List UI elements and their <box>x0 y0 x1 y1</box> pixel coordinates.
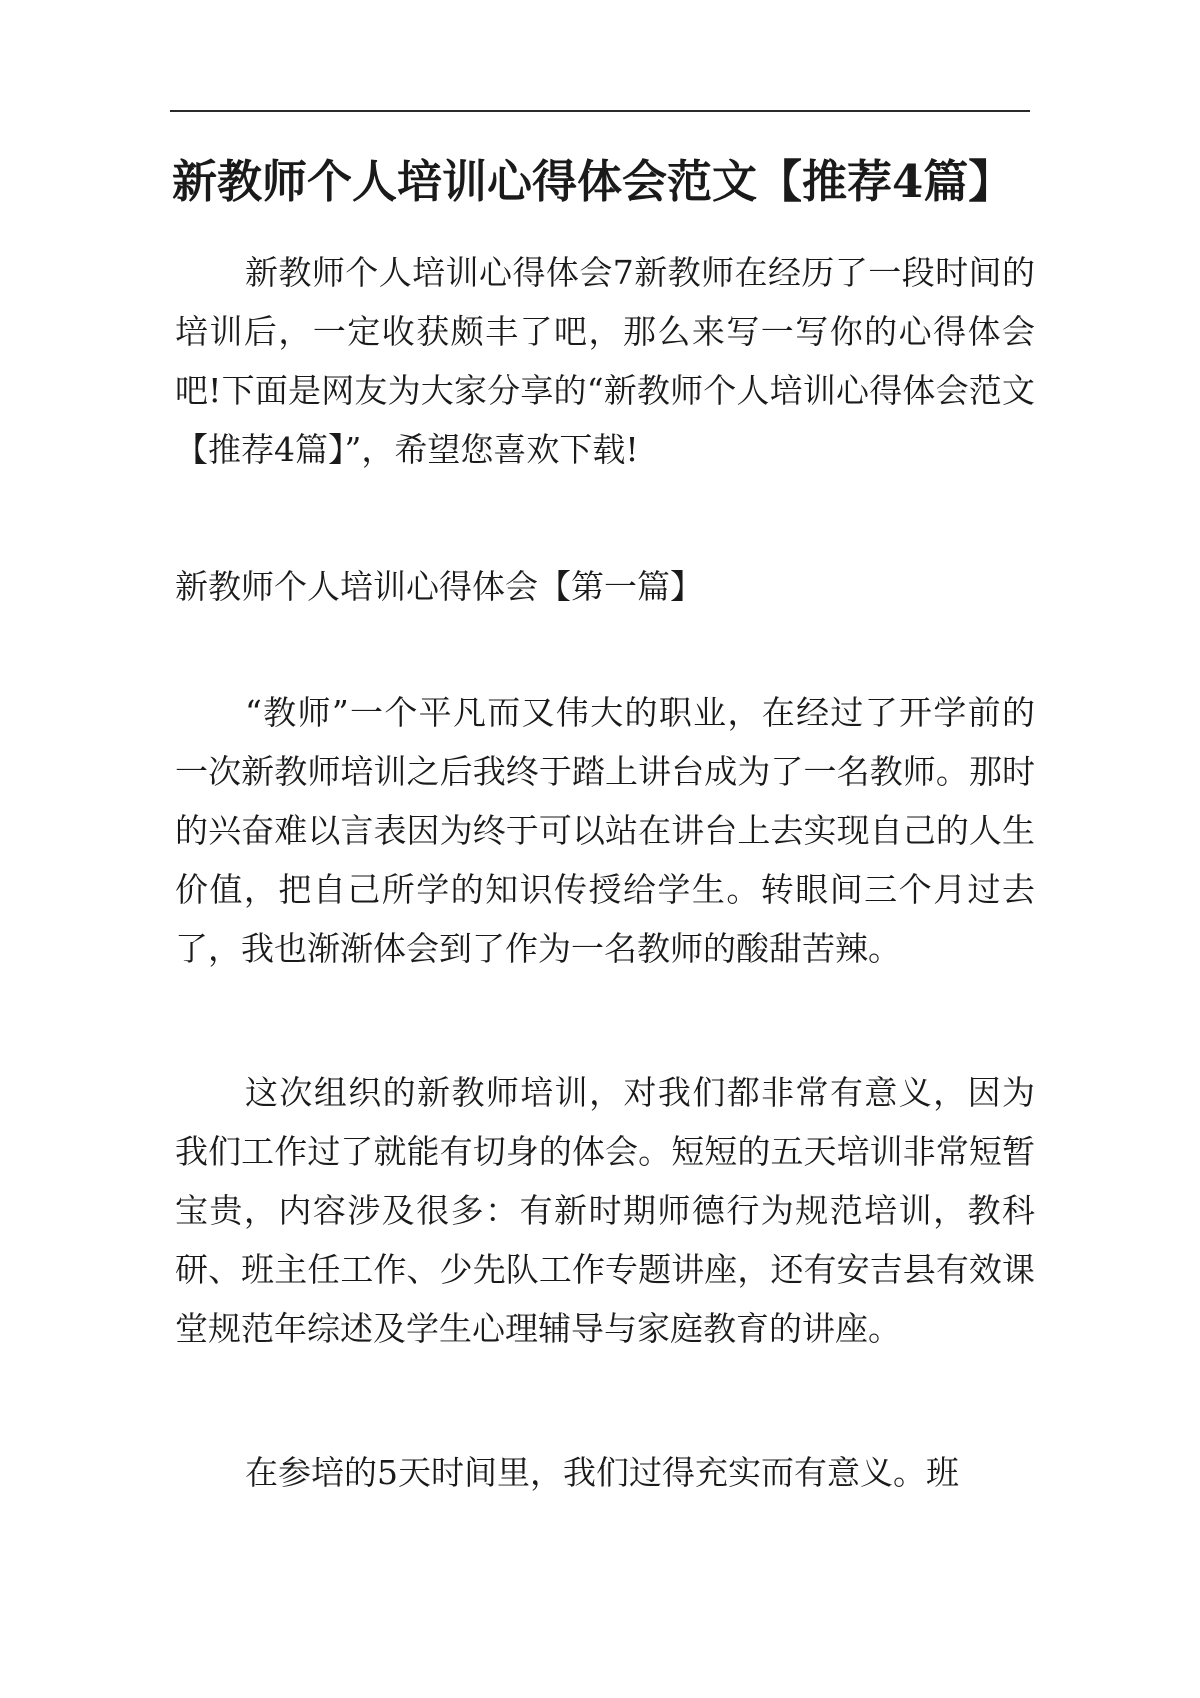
body-paragraph-2: 这次组织的新教师培训，对我们都非常有意义，因为我们工作过了就能有切身的体会。短短的五天培训非常短暂宝贵，内容涉及很多：有新时期师德行为规范培训，教科研、班主任工作、少先队工作专题讲座，还有安吉县有效课堂规范年综述及学生心理辅导与家庭教育的讲座。 <box>175 1073 1035 1348</box>
body-paragraph-1: “教师”一个平凡而又伟大的职业，在经过了开学前的一次新教师培训之后我终于踏上讲台成为了一名教师。那时的兴奋难以言表因为终于可以站在讲台上去实现自己的人生价值，把自己所学的知识传授给学生。转眼间三个月过去了，我也渐渐体会到了作为一名教师的酸甜苦辣。 <box>175 693 1035 968</box>
document-title: 新教师个人培训心得体会范文【推荐4篇】 <box>172 155 1014 209</box>
intro-paragraph: 新教师个人培训心得体会7新教师在经历了一段时间的培训后，一定收获颇丰了吧，那么来写一写你的心得体会吧!下面是网友为大家分享的“新教师个人培训心得体会范文【推荐4篇】”，希望您喜欢下载! <box>175 253 1035 469</box>
section-heading: 新教师个人培训心得体会【第一篇】 <box>175 567 703 606</box>
header-rule <box>170 110 1030 112</box>
body-paragraph-3: 在参培的5天时间里，我们过得充实而有意义。班 <box>245 1453 959 1492</box>
